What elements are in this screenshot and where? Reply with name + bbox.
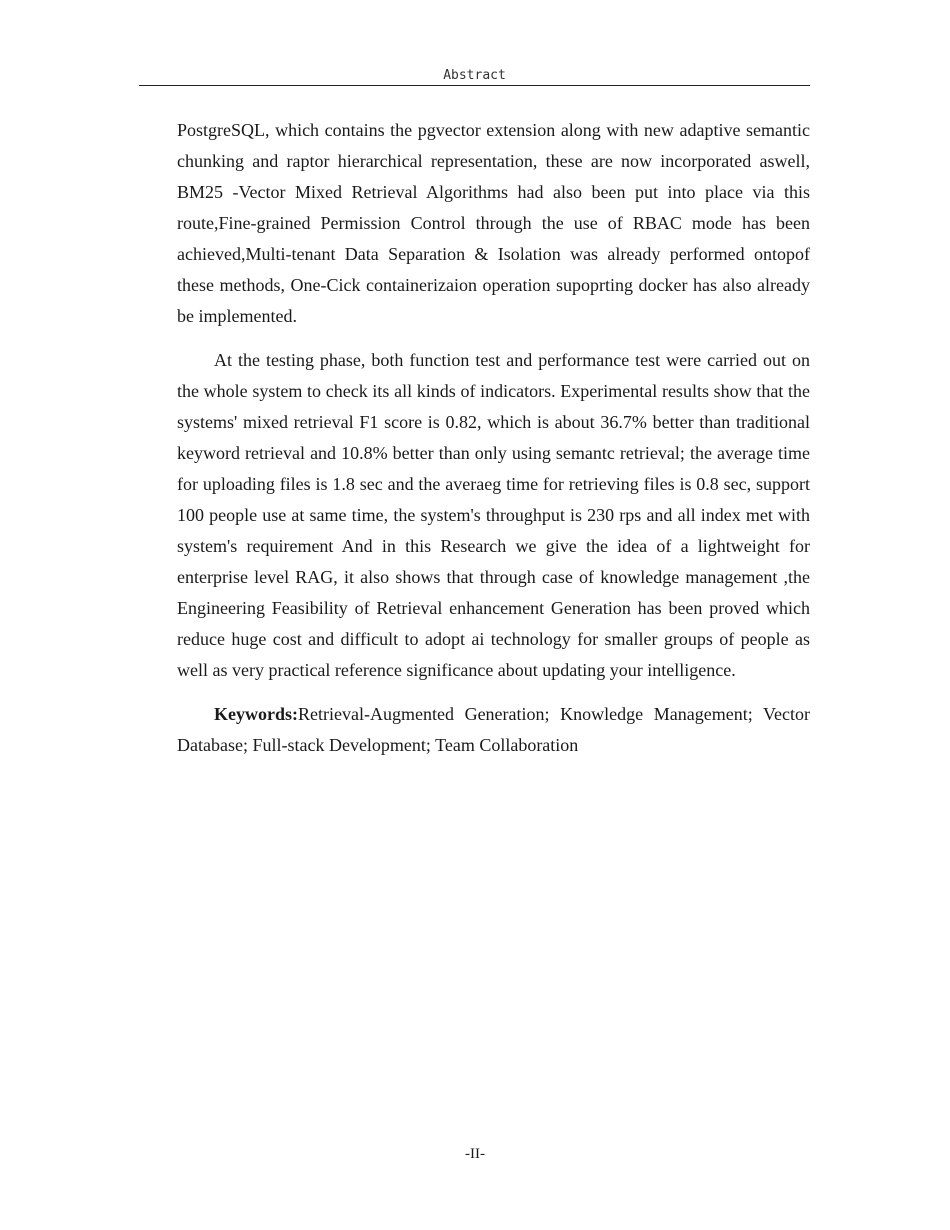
running-header [139, 66, 810, 86]
page-number: -II- [465, 1146, 485, 1162]
header-title: Abstract [443, 68, 506, 83]
keywords-label: Keywords: [214, 704, 298, 724]
keywords-text: Retrieval-Augmented Generation; Knowledge Management; Vector Database; Full-stack Development; Team Collaboration [177, 704, 810, 755]
keywords-paragraph [177, 699, 810, 761]
abstract-body [177, 115, 810, 774]
paragraph-testing-results: At the testing phase, both function test and performance test were carried out on the whole system to check its all kinds of indicators. Experimental results show that the systems' mixed retrieval F1 score is 0.82, which is about 36.7% better than traditional keyword retrieval and 10.8% better than only using semantc retrieval; the average time for uploading files is 1.8 sec and the averaeg time for retrieving files is 0.8 sec, support 100 people use at same time, the system's throughput is 230 rps and all index met with system's requirement And in this Research we give the idea of a lightweight for enterprise level RAG, it also shows that through case of knowledge management ,the Engineering Feasibility of Retrieval enhancement Generation has been proved which reduce huge cost and difficult to adopt ai technology for smaller groups of people as well as very practical reference significance about updating your intelligence. [177, 350, 810, 680]
paragraph-continuation: PostgreSQL, which contains the pgvector extension along with new adaptive semantic chunking and raptor hierarchical representation, these are now incorporated aswell, BM25 -Vector Mixed Retrieval Algorithms had also been put into place via this route,Fine-grained Permission Control through the use of RBAC mode has been achieved,Multi-tenant Data Separation & Isolation was already performed ontopof these methods, One-Cick containerizaion operation supoprting docker has also already be implemented. [177, 120, 810, 326]
